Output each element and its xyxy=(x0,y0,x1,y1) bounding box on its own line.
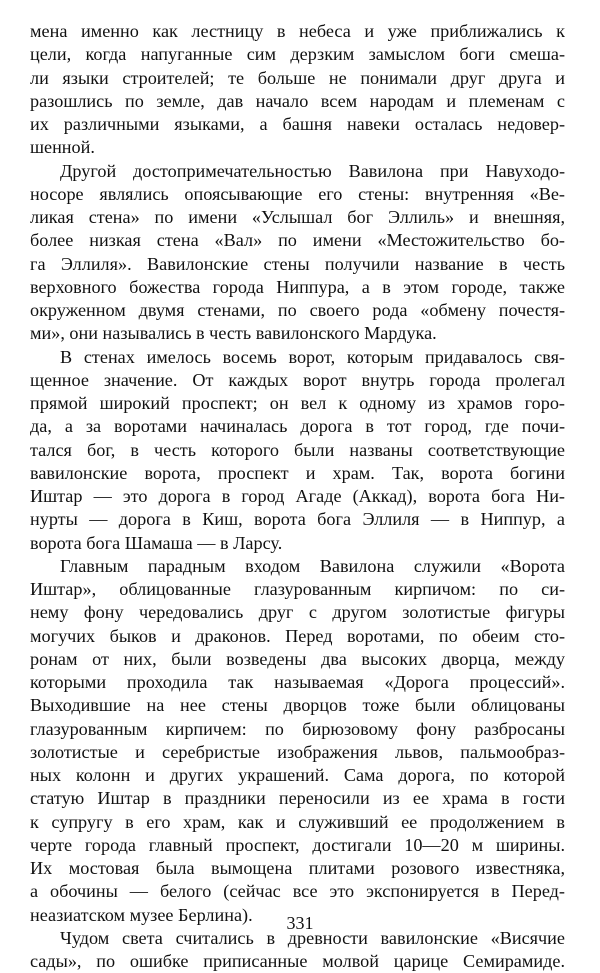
text-line: неазиатском музее Берлина). xyxy=(30,904,253,925)
text-line: могучих быков и драконов. Перед воротами, по обеим сто- xyxy=(30,625,565,646)
paragraph xyxy=(30,346,565,555)
text-line: га Эллиля». Вавилонские стены получили название в честь xyxy=(30,253,565,274)
text-line: вавилонские ворота, проспект и храм. Так, ворота богини xyxy=(30,462,565,483)
text-line: а обочины — белого (сейчас все это экспонируется в Перед- xyxy=(30,881,565,902)
text-line: носоре являлись опоясывающие его стены: внутренняя «Ве- xyxy=(30,183,565,204)
text-line: нему фону чередовались друг с другом золотистые фигуры xyxy=(30,602,565,623)
text-line: ронам от них, были возведены два высоких дворца, между xyxy=(30,648,565,669)
text-line: сады», по ошибке приписанные молвой царице Семирамиде. xyxy=(30,951,565,971)
text-line: ных колонн и других украшений. Сама дорога, по которой xyxy=(30,765,565,785)
text-line: более низкая стена «Вал» по имени «Местожительство бо- xyxy=(30,230,565,251)
text-line: Другой достопримечательностью Вавилона при Навуходо- xyxy=(60,160,565,181)
text-line: ворота бога Шамаша — в Ларсу. xyxy=(30,532,283,553)
text-line: окруженном двумя стенами, по своего рода «обмену почестя- xyxy=(30,300,565,320)
text-line: ликая стена» по имени «Услышал бог Эллиль» и внешняя, xyxy=(30,207,565,227)
paragraph xyxy=(30,555,565,927)
text-line: В стенах имелось восемь ворот, которым придавалось свя- xyxy=(60,346,565,367)
text-line: нурты — дорога в Киш, ворота бога Эллиля — в Ниппур, а xyxy=(30,509,565,530)
page-number: 331 xyxy=(286,913,314,933)
text-line: прямой широкий проспект; он вел к одному из храмов горо- xyxy=(30,393,565,413)
text-line: глазурованным кирпичем: по бирюзовому фону разбросаны xyxy=(30,718,565,739)
text-line: статую Иштар в праздники переносили из ее храма в гости xyxy=(30,788,565,809)
text-line: Их мостовая была вымощена плитами розового известняка, xyxy=(30,858,565,878)
text-line: цели, когда напуганные сим дерзким замыслом боги смеша- xyxy=(30,44,565,65)
text-line: Чудом света считались в древности вавилонские «Висячие xyxy=(60,927,565,948)
text-line: щенное значение. От каждых ворот внутрь города пролегал xyxy=(30,369,565,390)
text-line: разошлись по земле, дав начало всем народам и племенам с xyxy=(30,90,565,111)
text-line: Иштар — это дорога в город Агаде (Аккад), ворота бога Ни- xyxy=(30,486,565,506)
text-line: Иштар», облицованные глазурованным кирпичом: по си- xyxy=(30,579,565,599)
text-line: ли языки строителей; те больше не понимали друг друга и xyxy=(30,67,565,88)
text-line: ми», они назывались в честь вавилонского Мардука. xyxy=(30,323,437,344)
text-line: к супругу в его храм, как и служивший ее продолжением в xyxy=(30,811,565,832)
text-line: черте города главный проспект, достигали 10—20 м ширины. xyxy=(30,834,565,855)
paragraph xyxy=(30,20,565,160)
text-line: Главным парадным входом Вавилона служили «Ворота xyxy=(60,555,565,576)
text-line: тался бог, в честь которого были названы соответствующие xyxy=(30,439,565,460)
text-line: верховного божества города Ниппура, а в этом городе, также xyxy=(30,276,565,297)
text-line: их различными языками, а башня навеки осталась недовер- xyxy=(30,114,565,134)
text-line: мена именно как лестницу в небеса и уже приближались к xyxy=(30,21,565,41)
text-line: да, а за воротами начиналась дорога в тот город, где почи- xyxy=(30,416,565,437)
text-line: Выходившие на нее стены дворцов тоже были облицованы xyxy=(30,695,565,716)
paragraph xyxy=(30,160,565,346)
text-line: шенной. xyxy=(30,137,95,158)
body-text xyxy=(30,20,565,973)
text-line: золотистые и серебристые изображения львов, пальмообраз- xyxy=(30,741,565,762)
text-line: которыми проходила так называемая «Дорога процессий». xyxy=(30,672,565,692)
